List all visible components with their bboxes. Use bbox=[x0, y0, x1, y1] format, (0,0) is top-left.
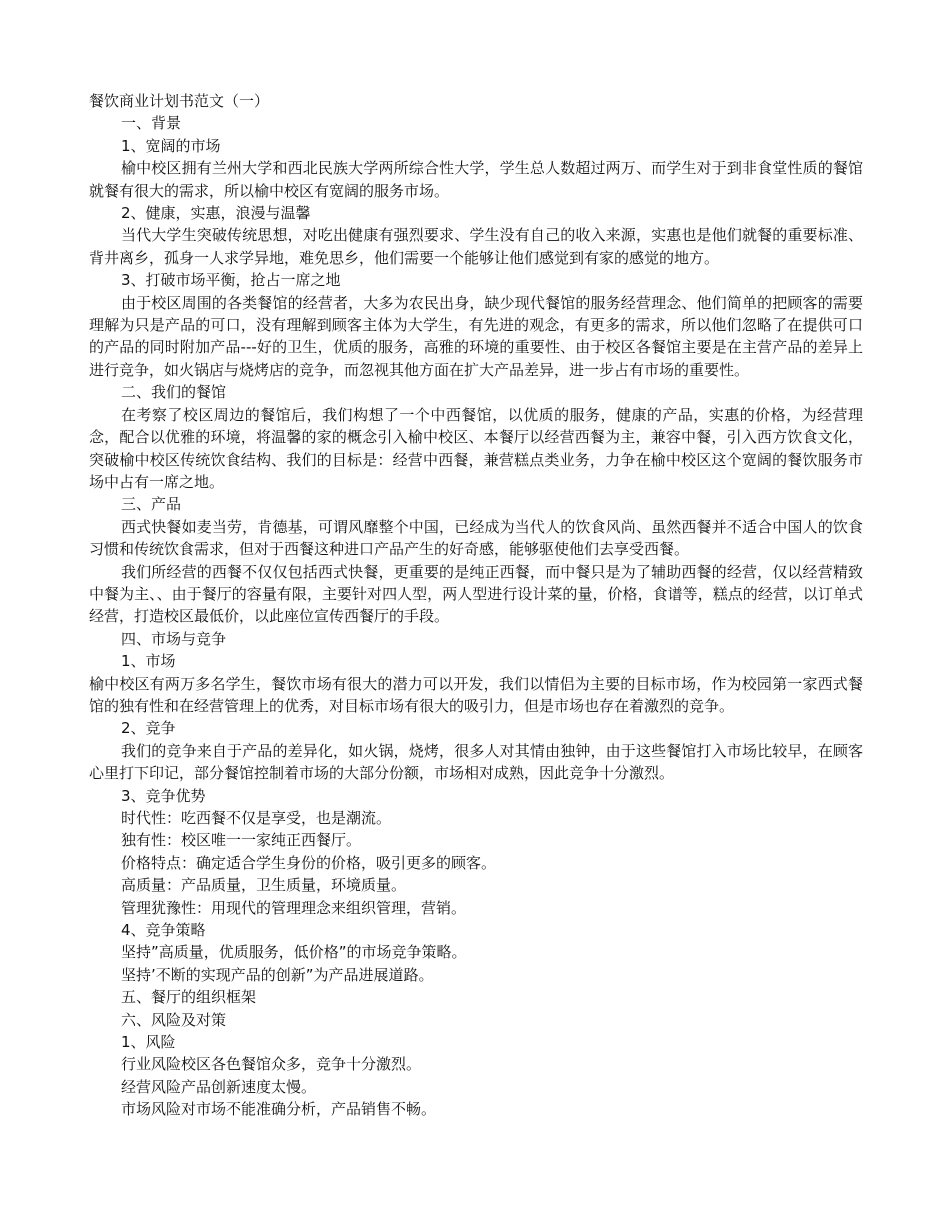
section-heading-products: 三、产品 bbox=[121, 495, 182, 514]
section-heading-background: 一、背景 bbox=[121, 114, 182, 133]
list-item: 管理犹豫性：用现代的管理理念来组织管理，营销。 bbox=[121, 898, 467, 917]
paragraph: 由于校区周围的各类餐馆的经营者，大多为农民出身，缺少现代餐馆的服务经营理念、他们简单的把顾客的需要理解为只是产品的可口，没有理解到顾客主体为大学生，有先进的观念，有更多的需求，所以他们忽略了在提供可口的产品的同时附加产品---好的卫生，优质的服务，高雅的环境的重要性、由于校区各餐馆主要是在主营产品的差异上进行竞争，如火锅店与烧烤店的竞争，而忽视其他方面在扩大产品差异，进一步占有市场的重要性。 bbox=[89, 293, 863, 379]
list-item: 价格特点：确定适合学生身份的价格，吸引更多的顾客。 bbox=[121, 853, 497, 872]
subheading: 1、宽阔的市场 bbox=[121, 136, 221, 155]
section-heading-restaurant: 二、我们的餐馆 bbox=[121, 383, 227, 402]
section-heading-organization: 五、餐厅的组织框架 bbox=[121, 988, 257, 1007]
subheading: 1、市场 bbox=[121, 652, 176, 671]
document-body bbox=[89, 90, 863, 1121]
subheading: 1、风险 bbox=[121, 1033, 176, 1052]
subheading: 3、打破市场平衡，抢占一席之地 bbox=[121, 271, 341, 290]
list-item: 经营风险产品创新速度太慢。 bbox=[121, 1077, 317, 1096]
subheading: 2、竞争 bbox=[121, 719, 176, 738]
list-item: 坚持”高质量，优质服务，低价格”的市场竞争策略。 bbox=[121, 943, 467, 962]
list-item: 时代性：吃西餐不仅是享受，也是潮流。 bbox=[121, 809, 392, 827]
paragraph: 当代大学生突破传统思想，对吃出健康有强烈要求、学生没有自己的收入来源，实惠也是他们就餐的重要标准、背井离乡，孤身一人求学异地，难免思乡，他们需要一个能够让他们感觉到有家的感觉的地方。 bbox=[89, 226, 863, 267]
paragraph: 在考察了校区周边的餐馆后，我们构想了一个中西餐馆，以优质的服务，健康的产品，实惠的价格，为经营理念，配合以优雅的环境，将温馨的家的概念引入榆中校区、本餐厅以经营西餐为主，兼容中餐，引入西方饮食文化，突破榆中校区传统饮食结构、我们的目标是：经营中西餐，兼营糕点类业务，力争在榆中校区这个宽阔的餐饮服务市场中占有一席之地。 bbox=[89, 405, 863, 491]
list-item: 行业风险校区各色餐馆众多，竞争十分激烈。 bbox=[121, 1055, 422, 1074]
list-item: 市场风险对市场不能准确分析，产品销售不畅。 bbox=[121, 1100, 437, 1119]
section-heading-market-competition: 四、市场与竞争 bbox=[121, 629, 227, 648]
subheading: 2、健康，实惠，浪漫与温馨 bbox=[121, 204, 311, 223]
paragraph: 我们的竞争来自于产品的差异化，如火锅，烧烤，很多人对其情由独钟，由于这些餐馆打入市场比较早，在顾客心里打下印记，部分餐馆控制着市场的大部分份额，市场相对成熟，因此竞争十分激烈。 bbox=[89, 741, 863, 783]
paragraph: 我们所经营的西餐不仅仅包括西式快餐，更重要的是纯正西餐，而中餐只是为了辅助西餐的经营，仅以经营精致中餐为主、、由于餐厅的容量有限，主要针对四人型，两人型进行设计菜的量，价格，食谱等，糕点的经营，以订单式经营，打造校区最低价，以此座位宣传西餐厅的手段。 bbox=[89, 562, 863, 626]
subheading: 4、竞争策略 bbox=[121, 921, 206, 940]
list-item: 坚持’不断的实现产品的创新”为产品进展道路。 bbox=[121, 965, 434, 984]
paragraph: 榆中校区拥有兰州大学和西北民族大学两所综合性大学，学生总人数超过两万、而学生对于到非食堂性质的餐馆就餐有很大的需求，所以榆中校区有宽阔的服务市场。 bbox=[89, 159, 863, 200]
document-title: 餐饮商业计划书范文（一） bbox=[89, 92, 270, 110]
subheading: 3、竞争优势 bbox=[121, 786, 206, 805]
list-item: 高质量：产品质量，卫生质量，环境质量。 bbox=[121, 876, 407, 895]
section-heading-risks: 六、风险及对策 bbox=[121, 1010, 227, 1029]
paragraph: 西式快餐如麦当劳，肯德基，可谓风靡整个中国，已经成为当代人的饮食风尚、虽然西餐并不适合中国人的饮食习惯和传统饮食需求，但对于西餐这种进口产品产生的好奇感，能够驱使他们去享受西餐。 bbox=[89, 517, 863, 559]
paragraph: 榆中校区有两万多名学生，餐饮市场有很大的潜力可以开发，我们以情侣为主要的目标市场，作为校园第一家西式餐馆的独有性和在经营管理上的优秀，对目标市场有很大的吸引力，但是市场也存在着激烈的竞争。 bbox=[89, 674, 863, 715]
list-item: 独有性：校区唯一一家纯正西餐厅。 bbox=[121, 831, 362, 850]
